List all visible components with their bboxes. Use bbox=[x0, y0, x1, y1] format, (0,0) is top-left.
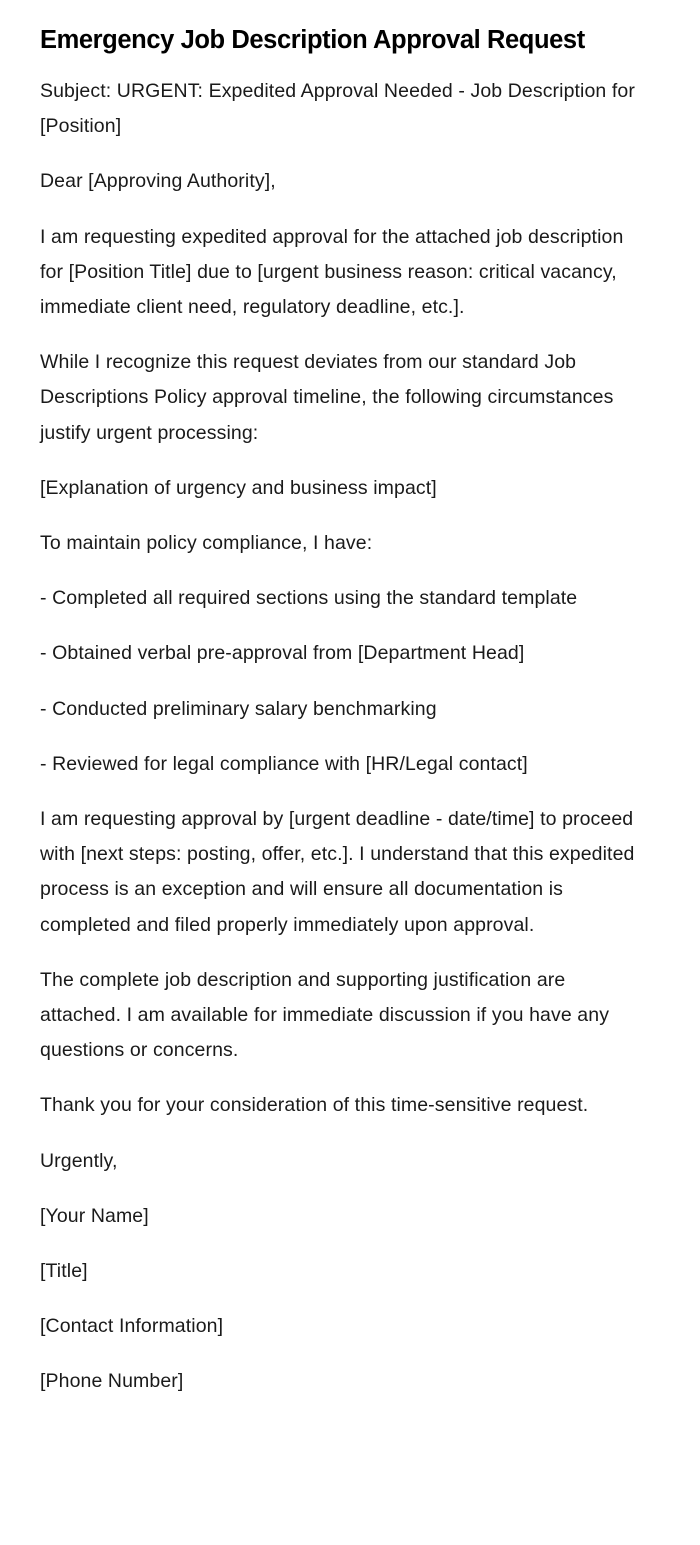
signature-phone: [Phone Number] bbox=[40, 1370, 184, 1393]
urgency-explanation: [Explanation of urgency and business impact] bbox=[40, 476, 437, 499]
intro-paragraph: I am requesting expedited approval for the attached job description for [Position Title] due to [urgent business reason: critical vacancy, immediate client need, regulatory deadline, etc.]. bbox=[40, 225, 624, 319]
compliance-item-salary: - Conducted preliminary salary benchmarking bbox=[40, 697, 437, 720]
compliance-intro: To maintain policy compliance, I have: bbox=[40, 532, 373, 555]
signature-contact: [Contact Information] bbox=[40, 1315, 224, 1338]
thanks-paragraph: Thank you for your consideration of this time-sensitive request. bbox=[40, 1094, 589, 1117]
deadline-request-paragraph: I am requesting approval by [urgent deadline - date/time] to proceed with [next steps: posting, offer, etc.]. I understand that this expedited process is an exception and will ensure all documentation is completed and filed properly immediately upon approval. bbox=[40, 808, 635, 936]
subject-line: Subject: URGENT: Expedited Approval Needed - Job Description for [Position] bbox=[40, 80, 635, 138]
recognition-paragraph: While I recognize this request deviates from our standard Job Descriptions Policy approval timeline, the following circumstances justify urgent processing: bbox=[40, 351, 614, 444]
document-title: Emergency Job Description Approval Request bbox=[40, 26, 585, 54]
compliance-item-legal: - Reviewed for legal compliance with [HR/Legal contact] bbox=[40, 752, 528, 775]
compliance-item-template: - Completed all required sections using the standard template bbox=[40, 587, 578, 610]
signature-name: [Your Name] bbox=[40, 1204, 149, 1227]
letter-document bbox=[40, 20, 640, 1420]
compliance-item-pre-approval: - Obtained verbal pre-approval from [Department Head] bbox=[40, 642, 525, 665]
salutation: Dear [Approving Authority], bbox=[40, 170, 276, 193]
attachments-paragraph: The complete job description and supporting justification are attached. I am available for immediate discussion if you have any questions or concerns. bbox=[40, 968, 610, 1062]
signature-title: [Title] bbox=[40, 1260, 88, 1283]
closing: Urgently, bbox=[40, 1149, 118, 1172]
